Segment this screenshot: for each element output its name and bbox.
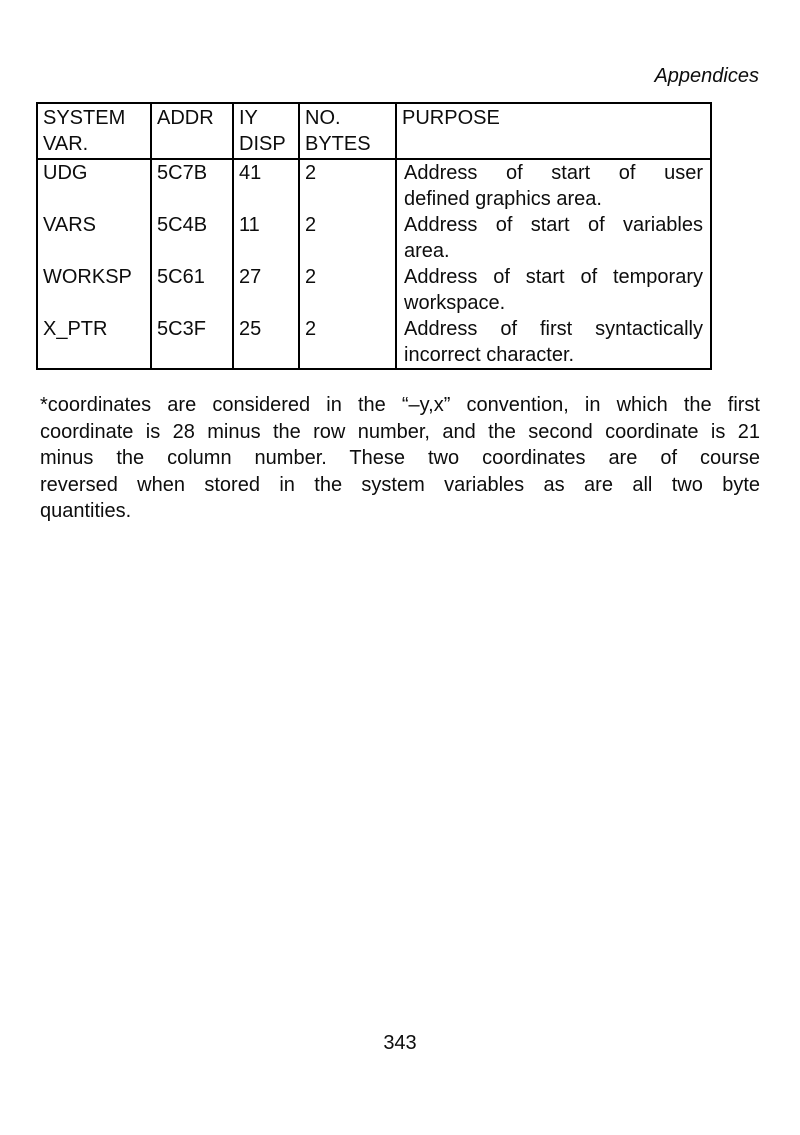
table-row <box>37 212 711 264</box>
column-header-iy-disp: IY DISP <box>233 103 299 159</box>
footnote-line: quantities. <box>40 500 132 522</box>
purpose-line: workspace. <box>404 292 506 314</box>
no-bytes-cell: 2 <box>299 212 396 264</box>
footnote <box>40 392 760 525</box>
column-header-purpose: PURPOSE <box>396 103 711 159</box>
footnote-line: *coordinates are considered in the “–y,x” convention, in which the first <box>40 394 760 416</box>
addr-cell: 5C7B <box>151 159 233 212</box>
iy-disp-cell: 25 <box>233 316 299 369</box>
no-bytes-cell: 2 <box>299 264 396 316</box>
column-header-addr: ADDR <box>151 103 233 159</box>
system-var-cell: UDG <box>37 159 151 212</box>
table-header-row <box>37 103 711 159</box>
column-header-system-var: SYSTEM VAR. <box>37 103 151 159</box>
system-var-cell: VARS <box>37 212 151 264</box>
system-variables-table <box>36 102 712 370</box>
purpose-line: incorrect character. <box>404 344 575 366</box>
purpose-cell <box>396 159 711 212</box>
footnote-line: reversed when stored in the system variables as are all two byte <box>40 473 760 496</box>
page-number: 343 <box>383 1032 417 1054</box>
purpose-line: defined graphics area. <box>404 188 602 210</box>
footnote-line: minus the column number. These two coordinates are of course <box>40 447 760 469</box>
purpose-cell <box>396 316 711 369</box>
iy-disp-cell: 11 <box>233 212 299 264</box>
purpose-line: Address of start of variables <box>404 214 703 236</box>
footnote-line: coordinate is 28 minus the row number, and the second coordinate is 21 <box>40 420 760 443</box>
running-header: Appendices <box>654 65 759 87</box>
no-bytes-cell: 2 <box>299 316 396 369</box>
purpose-cell <box>396 212 711 264</box>
iy-disp-cell: 41 <box>233 159 299 212</box>
system-var-cell: WORKSP <box>37 264 151 316</box>
system-var-cell: X_PTR <box>37 316 151 369</box>
addr-cell: 5C4B <box>151 212 233 264</box>
purpose-cell <box>396 264 711 316</box>
purpose-line: Address of first syntactically <box>404 318 703 340</box>
no-bytes-cell: 2 <box>299 159 396 212</box>
purpose-line: Address of start of temporary <box>404 266 703 288</box>
purpose-line: area. <box>404 240 450 262</box>
column-header-no-bytes: NO. BYTES <box>299 103 396 159</box>
iy-disp-cell: 27 <box>233 264 299 316</box>
purpose-line: Address of start of user <box>404 162 703 184</box>
addr-cell: 5C3F <box>151 316 233 369</box>
addr-cell: 5C61 <box>151 264 233 316</box>
table-row <box>37 316 711 369</box>
table-row <box>37 159 711 212</box>
table-row <box>37 264 711 316</box>
